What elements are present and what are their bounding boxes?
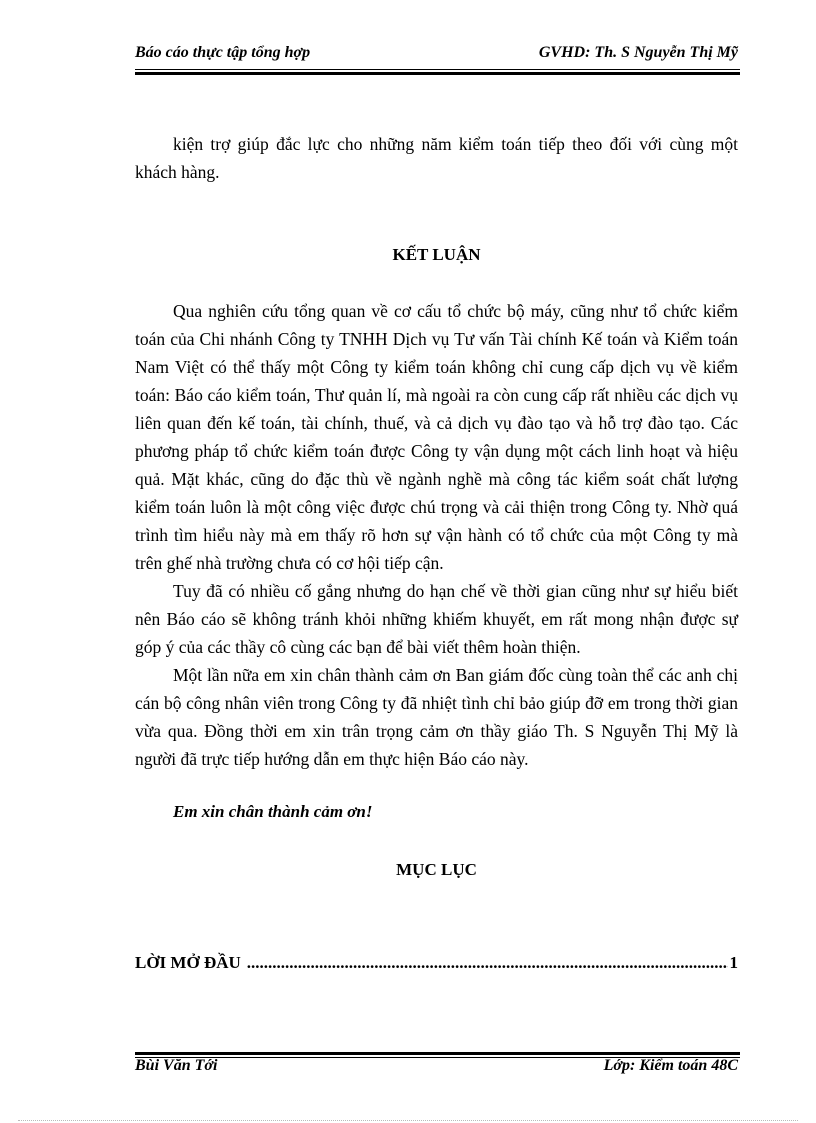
page-header: [135, 44, 738, 62]
continued-paragraph: [135, 130, 738, 186]
page-footer: [135, 1057, 738, 1075]
toc-entry-page: 1: [729, 953, 738, 972]
footer-author: Bùi Văn Tới: [135, 1057, 218, 1074]
toc-entry-label: LỜI MỞ ĐẦU: [135, 953, 241, 972]
thanks-line: Em xin chân thành cảm ơn!: [173, 802, 373, 821]
conclusion-paragraph: Tuy đã có nhiều cố gắng nhưng do hạn chế về thời gian cũng như sự hiểu biết nên Báo cáo sẽ không tránh khỏi những khiếm khuyết, em rất mong nhận được sự góp ý của các thầy cô cùng các bạn để bài viết thêm hoàn thiện.: [135, 581, 738, 657]
conclusion-heading: KẾT LUẬN: [392, 245, 481, 264]
footer-rule-thick: [135, 1052, 740, 1055]
header-rule-thick: [135, 72, 740, 75]
toc-leader-dots: [247, 953, 728, 973]
page-edge-dotted-line: [18, 1120, 798, 1121]
footer-class: Lớp: Kiểm toán 48C: [603, 1057, 738, 1074]
toc-heading: MỤC LỤC: [396, 860, 477, 879]
continued-text: kiện trợ giúp đắc lực cho những năm kiểm toán tiếp theo đối với cùng một khách hàng.: [135, 134, 738, 182]
header-report-title: Báo cáo thực tập tổng hợp: [135, 44, 311, 61]
header-supervisor: GVHD: Th. S Nguyễn Thị Mỹ: [538, 44, 738, 61]
conclusion-paragraph: Một lần nữa em xin chân thành cảm ơn Ban giám đốc cùng toàn thể các anh chị cán bộ công nhân viên trong Công ty đã nhiệt tình chỉ bảo giúp đỡ em trong thời gian vừa qua. Đồng thời em xin trân trọng cảm ơn thầy giáo Th. S Nguyễn Thị Mỹ là người đã trực tiếp hướng dẫn em thực hiện Báo cáo này.: [135, 665, 738, 769]
conclusion-body: [135, 297, 738, 773]
toc-entry[interactable]: [135, 953, 738, 973]
header-rule: [135, 69, 740, 70]
conclusion-paragraph: Qua nghiên cứu tổng quan về cơ cấu tổ chức bộ máy, cũng như tổ chức kiểm toán của Chi nhánh Công ty TNHH Dịch vụ Tư vấn Tài chính Kế toán và Kiểm toán Nam Việt có thể thấy một Công ty kiểm toán không chỉ cung cấp dịch vụ về kiểm toán: Báo cáo kiểm toán, Thư quản lí, mà ngoài ra còn cung cấp rất nhiều các dịch vụ liên quan đến kế toán, tài chính, thuế, và cả dịch vụ đào tạo và hỗ trợ đào tạo. Các phương pháp tổ chức kiểm toán được Công ty vận dụng một cách linh hoạt và hiệu quả. Mặt khác, cũng do đặc thù về ngành nghề mà công tác kiểm soát chất lượng kiểm toán luôn là một công việc được chú trọng và cải thiện trong Công ty. Nhờ quá trình tìm hiểu này mà em thấy rõ hơn sự vận hành có tổ chức của một Công ty mà trên ghế nhà trường chưa có cơ hội tiếp cận.: [135, 301, 738, 573]
